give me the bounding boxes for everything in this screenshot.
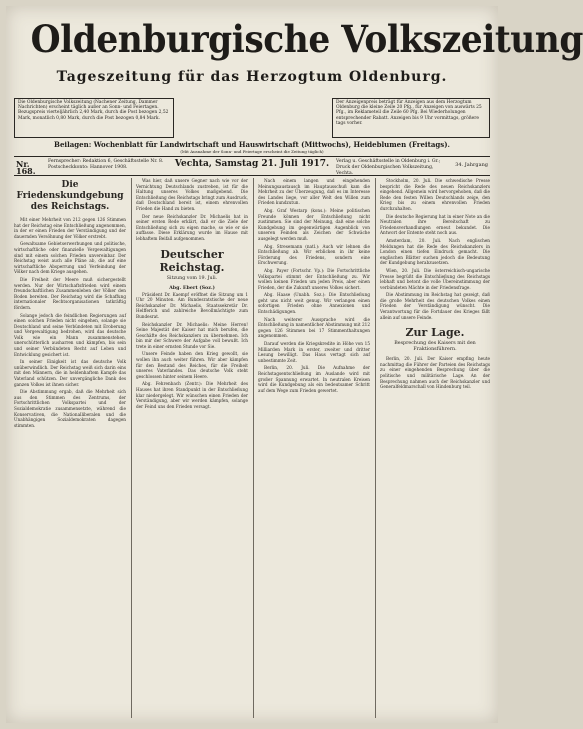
column-2	[136, 178, 248, 718]
article-paragraph: Nach weiterer Aussprache wird die Entschließung in namentlicher Abstimmung mit 212 gegen 126 Stimmen bei 17 Stimmenthaltungen angenommen.	[258, 316, 370, 339]
article-paragraph: Amsterdam, 20. Juli. Nach englischen Meldungen hat die Rede des Reichskanzlers in London einen tiefen Eindruck gemacht. Die englischen Blätter suchen jedoch die Bedeutung der Kundgebung herabzusetzen.	[380, 237, 490, 266]
column-1	[14, 178, 126, 718]
publisher-address: Verlag u. Geschäftsstelle in Oldenburg i. Gr.; Druck der Oldenburgischen Volkszeitung, Vechta.	[336, 159, 441, 176]
column-divider	[131, 178, 132, 718]
article-paragraph: Nach einem langen und eingehenden Meinungsaustausch im Hauptausschuß kam die Mehrheit zu der Überzeugung, daß es im Interesse des Landes liege, vor aller Welt den Willen zum Frieden kundzutun.	[258, 178, 370, 206]
supplements-note: (Mit Ausnahme der Sonn- und Feiertage erscheint die Zeitung täglich)	[180, 149, 324, 154]
article-paragraph: Die Abstimmung ergab, daß die Mehrheit sich aus den Stimmen des Zentrums, der Fortschrittlichen Volkspartei und der Sozialdemokratie zusammensetzte, während die Konservativen, die Nationalliberalen und die Unabhängigen Sozialdemokraten dagegen stimmten.	[14, 389, 126, 428]
article-paragraph: Gewaltsame Gebietserwerbungen und politische, wirtschaftliche oder finanzielle Vergewaltigungen sind mit einem solchen Frieden unvereinbar. Der Reichstag weist auch alle Pläne ab, die auf eine wirtschaftliche Absperrung und Verfeindung der Völker nach dem Kriege ausgehen.	[14, 241, 126, 275]
advertising-info-box: Der Anzeigenpreis beträgt für Anzeigen aus dem Herzogtum Oldenburg die kleine Zeile 20 Pfg., für Anzeigen von auswärts 25 Pfg., im Reklameteil die Zeile 60 Pfg. Bei Wiederholungen entsprechender Rabatt. Anzeigen bis 9 Uhr vormittags, größere tags vorher.	[332, 98, 490, 138]
article-paragraph: Berlin, 20. Juli. Die Aufnahme der Reichstagsentschließung im Auslande wird mit großer Spannung erwartet. In neutralen Kreisen wird die Kundgebung als ein bedeutsamer Schritt auf dem Wege zum Frieden gewertet.	[258, 365, 370, 393]
article-paragraph: Abg. Payer (Fortschr. Vp.): Die Fortschrittliche Volkspartei stimmt der Entschließung zu. Wir wollen keinen Frieden um jeden Preis, aber einen Frieden, der die Zukunft unseres Volkes sichert.	[258, 267, 370, 290]
article-columns	[14, 178, 490, 718]
volume-year: 34. Jahrgang	[455, 162, 488, 168]
article-paragraph: Reichskanzler Dr. Michaelis: Meine Herren! Seine Majestät der Kaiser hat mich berufen, die Geschäfte des Reichskanzlers zu übernehmen. Ich bin mir der Schwere der Aufgabe voll bewußt. Ich trete in einer ernsten Stunde vor Sie.	[136, 321, 248, 349]
date-bar	[14, 156, 490, 176]
section-title-reichstag: Deutscher Reichstag.	[159, 247, 225, 274]
article-paragraph: In seiner Einigkeit ist das deutsche Volk unüberwindlich. Der Reichstag weiß sich darin eins mit den Männern, die in heldenhaftem Kampfe das Vaterland schützen. Der unvergängliche Dank des ganzen Volkes ist ihnen sicher.	[14, 359, 126, 387]
info-boxes	[14, 98, 490, 140]
article-paragraph: Abg. Fehrenbach (Zentr.): Die Mehrheit des Hauses hat ihren Standpunkt in der Entschließung klar niedergelegt. Wir wünschen einen Frieden der Verständigung, aber wir werden kämpfen, solange der Feind uns den Frieden versagt.	[136, 381, 248, 409]
supplements-line	[14, 140, 490, 154]
article-paragraph: Abg. Haase (Unabh. Soz.): Die Entschließung geht uns nicht weit genug. Wir verlangen einen sofortigen Frieden ohne Annexionen und Entschädigungen.	[258, 292, 370, 315]
article-paragraph: Abg. Stresemann (natl.): Auch wir lehnen die Entschließung ab. Wir erblicken in ihr keine Förderung des Friedens, sondern eine Erschwerung.	[258, 243, 370, 266]
issue-date: Vechta, Samstag 21. Juli 1917.	[174, 159, 330, 169]
article-paragraph: Unsere Feinde haben den Krieg gewollt, sie wollen ihn auch weiter führen. Wir aber kämpfen für den Bestand des Reiches, für die Freiheit unseres Vaterlandes. Das deutsche Volk steht geschlossen hinter seinem Heere.	[136, 351, 248, 379]
supplements-text: Beilagen: Wochenblatt für Landwirtschaft und Hauswirtschaft (Mittwochs), Heideblumen (Freitags).	[54, 140, 450, 149]
section-title-lage: Zur Lage.	[405, 326, 465, 340]
column-3	[258, 178, 370, 718]
section-subtitle: Besprechung des Kaisers mit den Fraktionsführern.	[394, 341, 476, 353]
article-paragraph: Mit einer Mehrheit von 212 gegen 126 Stimmen hat der Reichstag eine Entschließung angenommen, in der er einen Frieden der Verständigung und der dauernden Versöhnung der Völker erstrebt.	[14, 217, 126, 239]
article-paragraph: Was hier, daß unsere Gegner nach wie vor der Vernichtung Deutschlands zustreben, ist für die Haltung unseres Volkes maßgebend. Die Entschließung des Reichstags bringt zum Ausdruck, daß Deutschland bereit ist, einem ehrenvollen Frieden die Hand zu bieten.	[136, 178, 248, 211]
section-subtitle: Sitzung vom 19. Juli.	[166, 275, 218, 281]
article-paragraph: Präsident Dr. Kaempf eröffnet die Sitzung um 1 Uhr 20 Minuten. Am Bundesratstische der neue Reichskanzler Dr. Michaelis, Staatssekretär Dr. Helfferich und zahlreiche Bevollmächtigte zum Bundesrat.	[136, 291, 248, 319]
subscription-info-box: Die Oldenburgische Volkszeitung (Nachener Zeitung, Dammer Nachrichten) erscheint täglich außer an Sonn- und Feiertagen. Bezugspreis vierteljährlich 2,40 Mark, durch die Post bezogen 2,52 Mark, monatlich 0,80 Mark, durch die Post bezogen 0,84 Mark.	[14, 98, 174, 138]
issue-number: Nr. 168.	[16, 159, 36, 176]
article-paragraph: Die Freiheit der Meere muß sichergestellt werden. Nur der Wirtschaftsfrieden wird einem freundschaftlichen Zusammenleben der Völker den Boden bereiten. Der Reichstag wird die Schaffung internationaler Rechtsorganisationen tatkräftig fördern.	[14, 276, 126, 310]
article-paragraph: Stockholm, 20. Juli. Die schwedische Presse bespricht die Rede des neuen Reichskanzlers eingehend. Allgemein wird hervorgehoben, daß die Rede den festen Willen Deutschlands zeige, den Krieg bis zu einem ehrenvollen Frieden durchzuhalten.	[380, 178, 490, 211]
article-paragraph: Berlin, 20. Juli. Der Kaiser empfing heute nachmittag die Führer der Parteien des Reichstags zu einer eingehenden Besprechung über die politische und militärische Lage. An der Besprechung nahmen auch der Reichskanzler und Generalfeldmarschall von Hindenburg teil.	[380, 356, 490, 390]
article-paragraph: Wien, 20. Juli. Die österreichisch-ungarische Presse begrüßt die Entschließung des Reichstags lebhaft und betont die volle Übereinstimmung der verbündeten Mächte in der Friedensfrage.	[380, 267, 490, 290]
article-paragraph: Darauf werden die Kriegskredite in Höhe von 15 Milliarden Mark in erster, zweiter und dritter Lesung bewilligt. Das Haus vertagt sich auf unbestimmte Zeit.	[258, 341, 370, 363]
article-paragraph: Abg. Graf Westarp (kons.): Meine politischen Freunde können der Entschließung nicht zustimmen. Sie sind der Meinung, daß eine solche Kundgebung im gegenwärtigen Augenblick von unseren Feinden als Zeichen der Schwäche ausgelegt werden muß.	[258, 207, 370, 241]
column-divider	[375, 178, 376, 718]
column-divider	[253, 178, 254, 718]
article-headline: Die Friedenskundgebung des Reichstags.	[16, 180, 124, 212]
article-paragraph: Die deutsche Regierung hat in einer Note an die Neutralen ihre Bereitschaft zu Friedensverhandlungen erneut bekundet. Die Antwort der Entente steht noch aus.	[380, 213, 490, 236]
masthead	[14, 10, 583, 90]
newspaper-title: Oldenburgische Volkszeitung	[30, 17, 583, 61]
article-paragraph: Der neue Reichskanzler Dr. Michaelis hat in seiner ersten Rede erklärt, daß er die Ziele der Entschließung sich zu eigen mache, so wie er sie auffasse. Diese Erklärung wurde im Hause mit lebhaftem Beifall aufgenommen.	[136, 213, 248, 241]
section-speaker: Abg. Ebert (Soz.)	[169, 284, 215, 291]
newspaper-page	[6, 6, 583, 723]
telephone-info: Fernsprecher: Redaktion 6, Geschäftsstelle Nr. 8. Postscheckkonto: Hannover 1908.	[48, 159, 164, 170]
newspaper-subtitle: Tageszeitung für das Herzogtum Oldenburg.	[56, 69, 448, 85]
article-paragraph: Solange jedoch die feindlichen Regierungen auf einen solchen Frieden nicht eingehen, solange sie Deutschland und seine Verbündeten mit Eroberung und Vergewaltigung bedrohen, wird das deutsche Volk wie ein Mann zusammenstehen, unerschütterlich ausharren und kämpfen, bis sein und seiner Verbündeten Recht auf Leben und Entwicklung gesichert ist.	[14, 312, 126, 357]
article-paragraph: Die Abstimmung im Reichstag hat gezeigt, daß die große Mehrheit des deutschen Volkes einen Frieden der Verständigung wünscht. Die Verantwortung für die Fortdauer des Krieges fällt allein auf unsere Feinde.	[380, 292, 490, 320]
column-4	[380, 178, 490, 718]
